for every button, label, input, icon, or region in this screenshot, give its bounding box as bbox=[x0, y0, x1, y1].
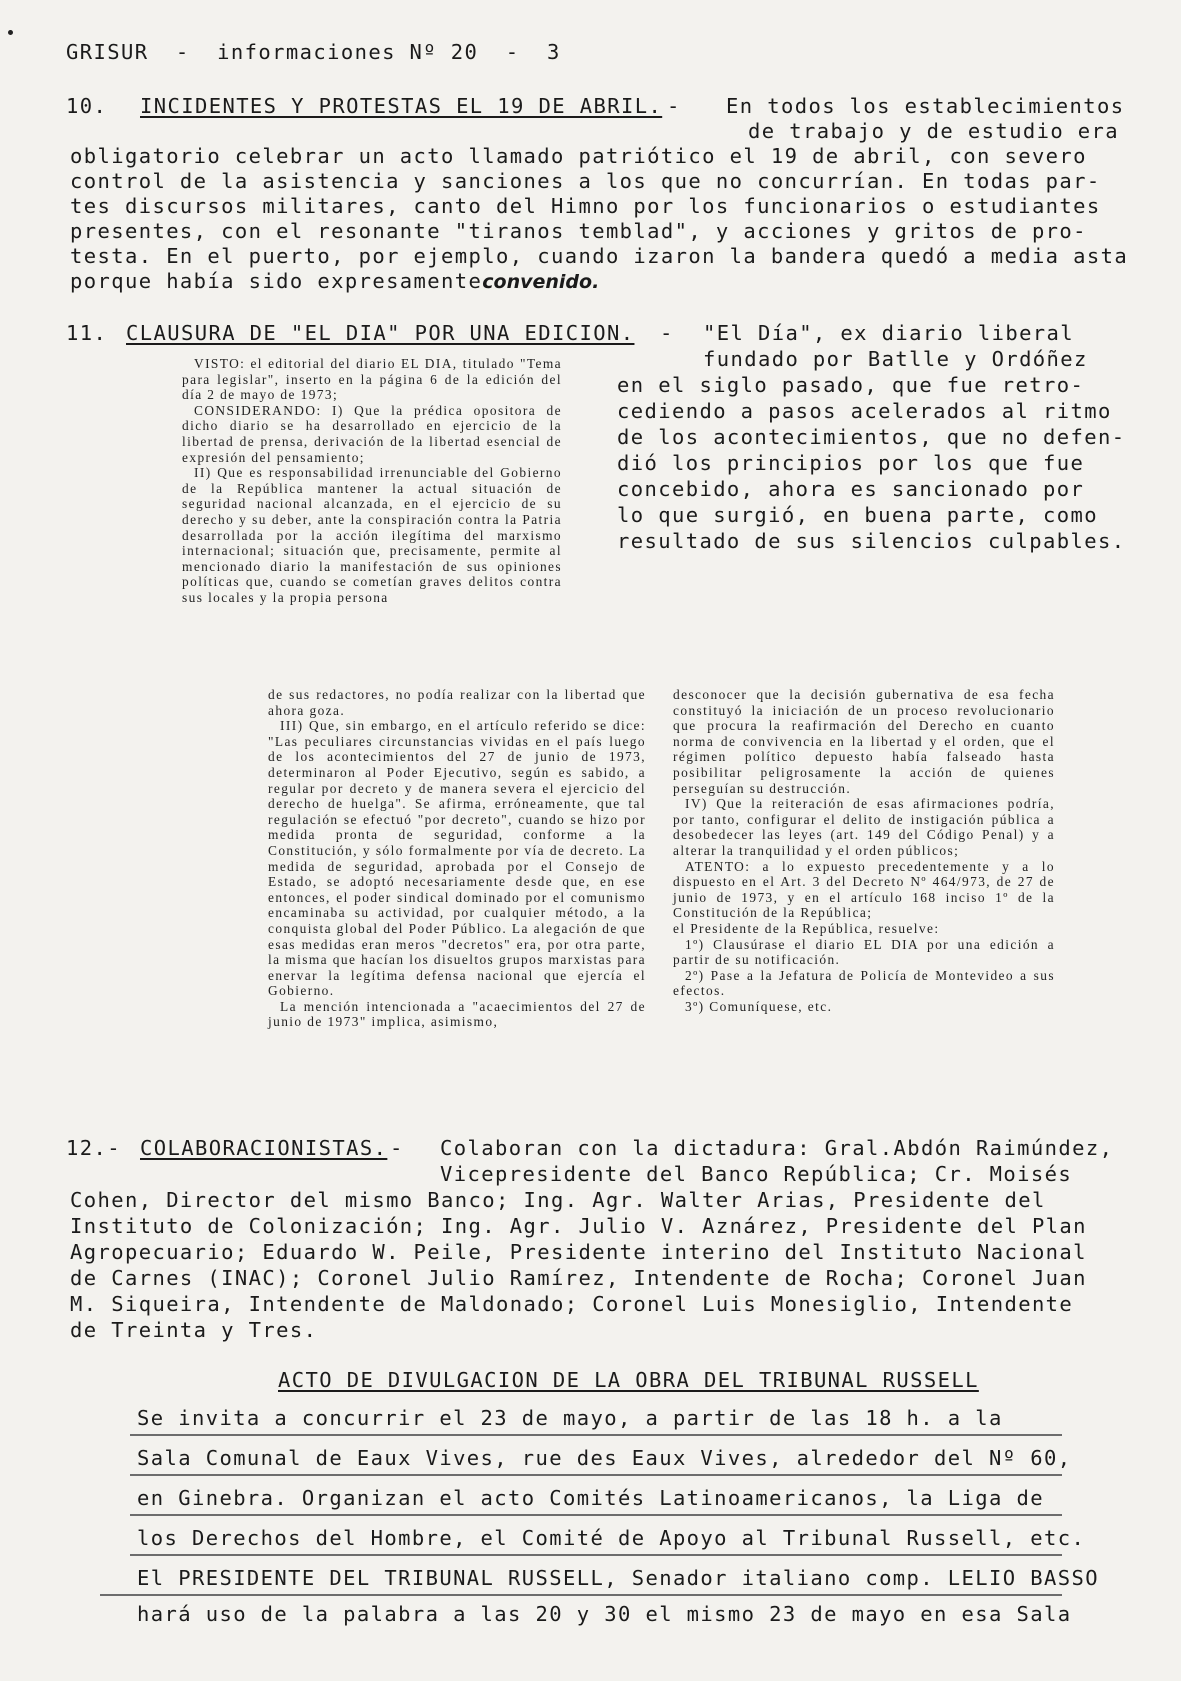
ruled-line bbox=[130, 1554, 1062, 1556]
punch-mark bbox=[8, 30, 13, 35]
clipping-paragraph: ATENTO: a lo expuesto precedentemente y a lo dispuesto en el Art. 3 del Decreto Nº 464/973, de 27 de junio de 1973, y en el artículo 168 inciso 1º de la Constitución de la República; bbox=[673, 858, 1055, 921]
paragraph-line: cediendo a pasos acelerados al ritmo bbox=[617, 399, 1112, 423]
paragraph-line: fundado por Batlle y Ordóñez bbox=[703, 347, 1088, 371]
heading-dash: - bbox=[660, 321, 674, 345]
paragraph-line: de trabajo y de estudio era bbox=[748, 119, 1120, 143]
section-number: 10. bbox=[66, 94, 108, 118]
paragraph-line: Colaboran con la dictadura: Gral.Abdón Raimúndez, bbox=[440, 1136, 1114, 1160]
clipping-paragraph: La mención intencionada a "acaecimientos del 27 de junio de 1973" implica, asimismo, bbox=[268, 998, 646, 1030]
announcement-line: Sala Comunal de Eaux Vives, rue des Eaux Vives, alrededor del Nº 60, bbox=[137, 1446, 1072, 1470]
ruled-line bbox=[130, 1474, 1062, 1476]
clipping-paragraph: 2º) Pase a la Jefatura de Policía de Montevideo a sus efectos. bbox=[673, 967, 1055, 999]
paragraph-line: presentes, con el resonante "tiranos temblad", y acciones y gritos de pro- bbox=[70, 219, 1087, 243]
section-number: 11. bbox=[66, 321, 108, 345]
paragraph-line: dió los principios por los que fue bbox=[617, 451, 1085, 475]
announcement-line: El PRESIDENTE DEL TRIBUNAL RUSSELL, Senador italiano comp. LELIO BASSO bbox=[137, 1566, 1099, 1590]
decree-clipping-2 bbox=[268, 687, 646, 1030]
announcement-line: Se invita a concurrir el 23 de mayo, a partir de las 18 h. a la bbox=[137, 1406, 1003, 1430]
paragraph-line: Instituto de Colonización; Ing. Agr. Julio V. Aznárez, Presidente del Plan bbox=[70, 1214, 1087, 1238]
last-line-text: porque había sido expresamente bbox=[70, 269, 483, 293]
clipping-paragraph: II) Que es responsabilidad irrenunciable del Gobierno de la República mantener la actual situación de seguridad nacional alcanzada, en el ejercicio de su derecho y su deber, ante la conspiración contra la Patria desarrollada por la acción ilegítima del marxismo internacional; situación que, precisamente, permite al mencionado diario la manifestación de sus opiniones políticas que, cuando se cometían graves delitos contra sus locales y la propia persona bbox=[182, 465, 562, 605]
decree-clipping-3 bbox=[673, 687, 1055, 1014]
decree-clipping-1 bbox=[182, 356, 562, 606]
heading-dash: - bbox=[667, 94, 681, 118]
clipping-paragraph: VISTO: el editorial del diario EL DIA, titulado "Tema para legislar", inserto en la página 6 de la edición del día 2 de mayo de 1973; bbox=[182, 356, 562, 403]
clipping-paragraph: 1º) Clausúrase el diario EL DIA por una edición a partir de su notificación. bbox=[673, 936, 1055, 968]
clipping-paragraph: el Presidente de la República, resuelve: bbox=[673, 920, 940, 936]
announcement-line: los Derechos del Hombre, el Comité de Apoyo al Tribunal Russell, etc. bbox=[137, 1526, 1086, 1550]
ruled-line bbox=[100, 1594, 1062, 1596]
paragraph-line: de los acontecimientos, que no defen- bbox=[617, 425, 1126, 449]
clipping-paragraph: desconocer que la decisión gubernativa de esa fecha constituyó la iniciación de un proceso revolucionario que procura la reafirmación del Derecho en cuanto norma de convivencia en la libertad y el orden, que el régimen político depuesto había falseado hasta posibilitar peligrosamente la acción de quienes perseguían su destrucción. bbox=[673, 687, 1055, 796]
paragraph-line: "El Día", ex diario liberal bbox=[703, 321, 1075, 345]
section-heading: COLABORACIONISTAS. bbox=[140, 1136, 388, 1160]
paragraph-line: Cohen, Director del mismo Banco; Ing. Agr. Walter Arias, Presidente del bbox=[70, 1188, 1046, 1212]
handwritten-correction: convenido. bbox=[482, 271, 600, 293]
section-number: 12.- bbox=[66, 1136, 121, 1160]
paragraph-line: Vicepresidente del Banco República; Cr. Moisés bbox=[440, 1162, 1073, 1186]
ruled-line bbox=[130, 1434, 1062, 1436]
clipping-paragraph: CONSIDERANDO: I) Que la prédica opositora de dicho diario se ha desarrollado en ejercicio de la libertad de prensa, derivación de la libertad esencial de expresión del pensamiento; bbox=[182, 402, 562, 465]
announcement-line: hará uso de la palabra a las 20 y 30 el mismo 23 de mayo en esa Sala bbox=[137, 1602, 1072, 1626]
announcement-title: ACTO DE DIVULGACION DE LA OBRA DEL TRIBUNAL RUSSELL bbox=[278, 1368, 979, 1392]
heading-dash: - bbox=[390, 1136, 404, 1160]
paragraph-line: concebido, ahora es sancionado por bbox=[617, 477, 1085, 501]
section-heading: INCIDENTES Y PROTESTAS EL 19 DE ABRIL. bbox=[140, 94, 663, 118]
paragraph-line: control de la asistencia y sanciones a los que no concurrían. En todas par- bbox=[70, 169, 1101, 193]
paragraph-line: En todos los establecimientos bbox=[726, 94, 1125, 118]
paragraph-line: en el siglo pasado, que fue retro- bbox=[617, 373, 1085, 397]
clipping-paragraph: de sus redactores, no podía realizar con la libertad que ahora goza. bbox=[268, 687, 646, 718]
paragraph-line: lo que surgió, en buena parte, como bbox=[617, 503, 1098, 527]
announcement-line: en Ginebra. Organizan el acto Comités Latinoamericanos, la Liga de bbox=[137, 1486, 1044, 1510]
clipping-paragraph: IV) Que la reiteración de esas afirmaciones podría, por tanto, configurar el delito de instigación pública a desobedecer las leyes (art. 149 del Código Penal) y a alterar la tranquilidad y el orden públicos; bbox=[673, 796, 1055, 858]
paragraph-line: testa. En el puerto, por ejemplo, cuando izaron la bandera quedó a media asta bbox=[70, 244, 1129, 268]
paragraph-line: de Carnes (INAC); Coronel Julio Ramírez, Intendente de Rocha; Coronel Juan bbox=[70, 1266, 1087, 1290]
clipping-paragraph: 3º) Comuníquese, etc. bbox=[685, 998, 833, 1014]
paragraph-line bbox=[70, 269, 599, 293]
section-heading: CLAUSURA DE "EL DIA" POR UNA EDICION. bbox=[126, 321, 635, 345]
paragraph-line: obligatorio celebrar un acto llamado patriótico el 19 de abril, con severo bbox=[70, 144, 1087, 168]
page-header: GRISUR - informaciones Nº 20 - 3 bbox=[66, 40, 561, 64]
paragraph-line: tes discursos militares, canto del Himno por los funcionarios o estudiantes bbox=[70, 194, 1101, 218]
clipping-paragraph: III) Que, sin embargo, en el artículo referido se dice: "Las peculiares circunstancias vividas en el país luego de los acontecimientos del 27 de junio de 1973, determinaron al Poder Ejecutivo, según es sabido, a regular por decreto y de manera severa el ejercicio del derecho de huelga". Se afirma, erróneamente, que tal regulación se efectuó "por decreto", cuando se hizo por medida pronta de seguridad, conforme a la Constitución, y sólo formalmente por vía de decreto. La medida de seguridad, aprobada por el Consejo de Estado, se adoptó necesariamente desde que, en ese entonces, el poder sindical dominado por el comunismo encaminaba su actividad, por cualquier método, a la conquista global del Poder Público. La alegación de que esas medidas eran meros "decretos" era, por otra parte, la misma que hacían los disueltos grupos marxistas para enervar la legítima defensa nacional que ejercía el Gobierno. bbox=[268, 718, 646, 999]
ruled-line bbox=[130, 1514, 1062, 1516]
paragraph-line: M. Siqueira, Intendente de Maldonado; Coronel Luis Monesiglio, Intendente bbox=[70, 1292, 1074, 1316]
paragraph-line: de Treinta y Tres. bbox=[70, 1318, 318, 1342]
paragraph-line: resultado de sus silencios culpables. bbox=[617, 529, 1126, 553]
paragraph-line: Agropecuario; Eduardo W. Peile, Presidente interino del Instituto Nacional bbox=[70, 1240, 1087, 1264]
